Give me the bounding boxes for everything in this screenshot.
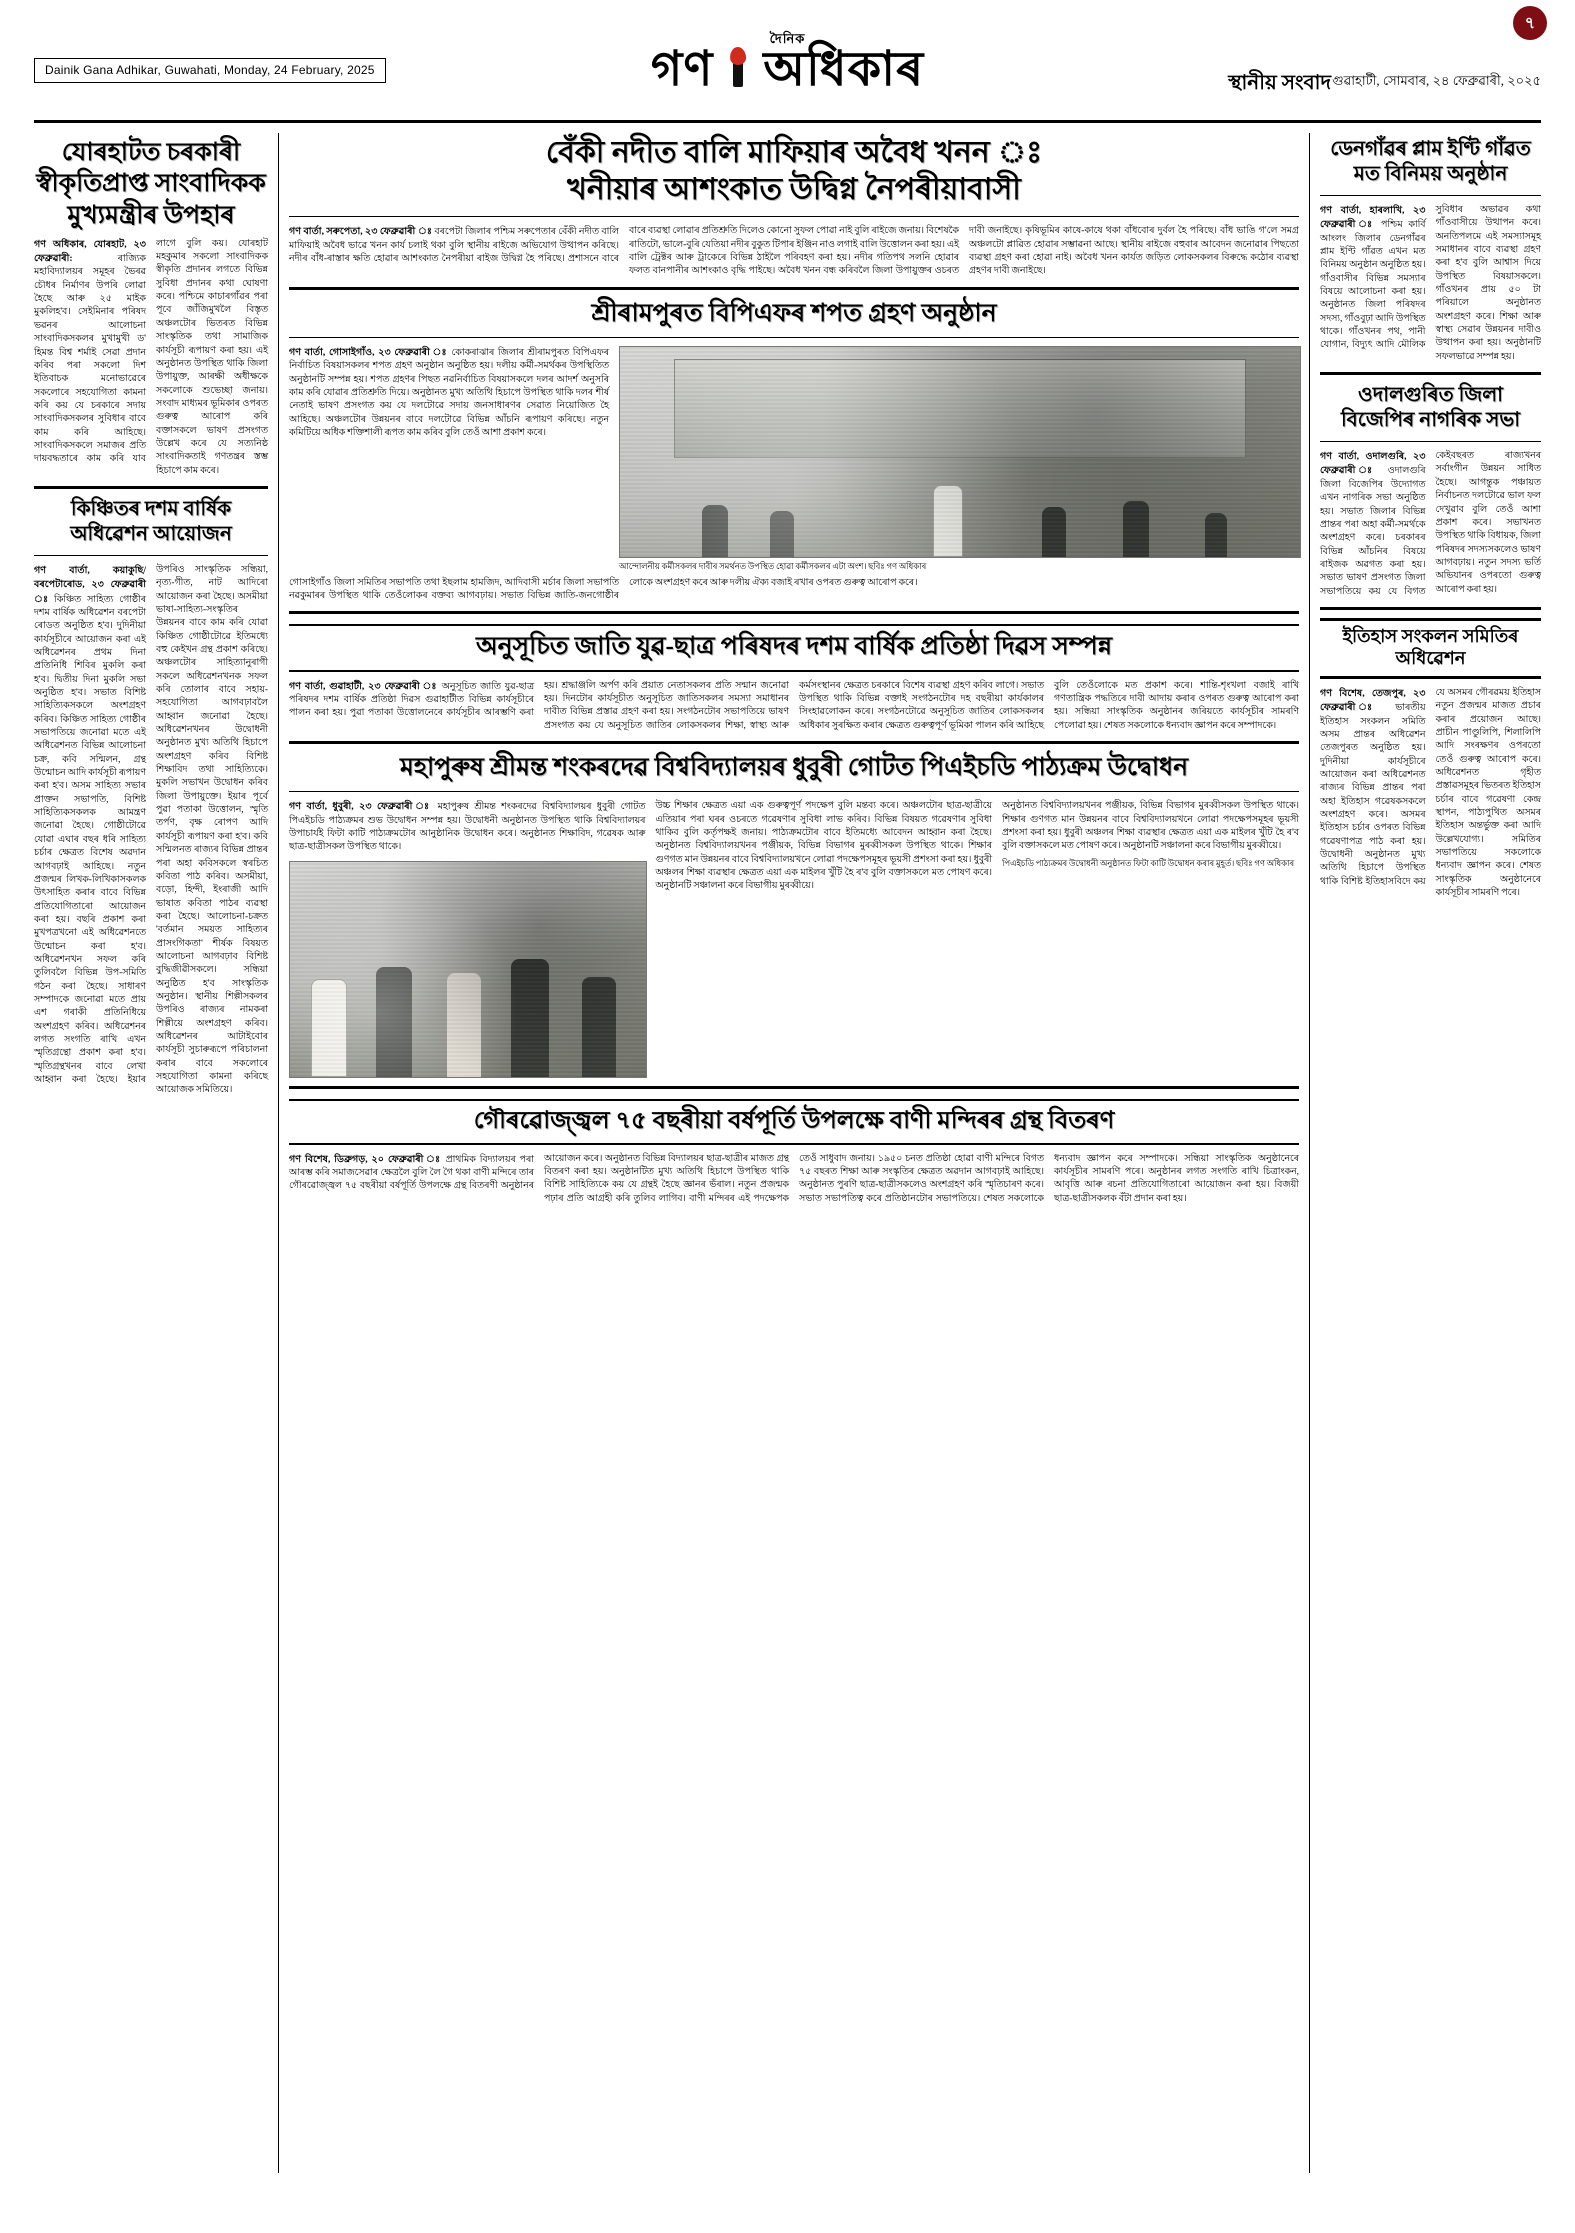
masthead-right-info: গুৱাহাটী, সোমবাৰ, ২৪ ফেব্ৰুৱাৰী, ২০২৫	[1332, 73, 1541, 88]
body-sc-youth-council	[289, 680, 1299, 733]
headline-phd-course: মহাপুৰুষ শ্ৰীমন্ত শংকৰদেৱ বিশ্ববিদ্যালয়ৰ ধুবুৰী গোটত পিএইচডি পাঠ্যক্ৰম উদ্বোধন	[399, 754, 1189, 782]
masthead-left-info: Dainik Gana Adhikar, Guwahati, Monday, 24 February, 2025	[34, 58, 386, 83]
masthead-kicker: দৈনিক	[769, 31, 806, 46]
body-bpf-oath-col1	[289, 346, 609, 573]
body-phd-col2	[655, 800, 992, 1077]
paragraph: সভাত সভাপতিত্ব কৰে প্ৰতিষ্ঠানটোৰ সভাপতিয়ে। শেষত সকলোকে ধন্যবাদ জ্ঞাপন কৰে সম্পাদকে। সন্ধিয়া সাংস্কৃতিক অনুষ্ঠানেৰে কাৰ্যসূচীৰ সামৰণি পৰে।	[799, 1153, 1299, 1204]
body-udalguri-bjp	[1320, 450, 1541, 599]
article-kinchit-session	[34, 497, 268, 1098]
banner-bani-mandir	[289, 1099, 1299, 1145]
headline-bpf-oath: শ্ৰীৰামপুৰত বিপিএফৰ শপত গ্ৰহণ অনুষ্ঠান	[591, 299, 997, 327]
photo-bpf-oath	[619, 346, 1301, 558]
paragraph: অনুষ্ঠানত মুখ্য অতিথি হিচাপে উপস্থিত থাকি দলৰ শীৰ্ষ নেতাই ভাষণ প্ৰসংগত কয় যে দলটোৱে সদায় জনসাধাৰণৰ সেৱাত নিয়োজিত হৈ আহিছে। অঞ্চলটোৰ উন্নয়নৰ বাবে দলটোৱে বিভিন্ন আঁচনি ৰূপায়ণ কৰিছে। নতুন কমিটিয়ে অধিক শক্তিশালী ৰূপত কাম কৰিব বুলি তেওঁ আশা প্ৰকাশ কৰে।	[289, 387, 610, 438]
paragraph: পশ্চিম কাৰ্বি আংলং জিলাৰ ডেনগাঁৱৰ প্লাম ইণ্টি গাঁৱত এখন মত বিনিময় অনুষ্ঠান অনুষ্ঠিত হয়। গাঁওবাসীৰ বিভিন্ন সমস্যাৰ বিষয়ে আলোচনা কৰা হয়। অনুষ্ঠানত জিলা পৰিষদৰ সদস্য, গাঁওবুঢ়া আদি উপস্থিত থাকে।	[1320, 220, 1426, 338]
dateline: গণ বাৰ্তা, ওদালগুৰি, ২৩ ফেব্ৰুৱাৰী ঃ	[1320, 451, 1426, 477]
banner-sc-youth-council	[289, 624, 1299, 671]
headline-dengaon-meeting: ডেনগাঁৱৰ প্লাম ইণ্টি গাঁৱত মত বিনিময় অনুষ্ঠান	[1330, 138, 1531, 185]
body-history-society	[1320, 687, 1541, 901]
paragraph: মহাপুৰুষ শ্ৰীমন্ত শংকৰদেৱ বিশ্ববিদ্যালয়ৰ ধুবুৰী গোটত পিএইচডি পাঠ্যক্ৰমৰ শুভ উদ্বোধন সম্পন্ন হয়। উদ্বোধনী অনুষ্ঠানত উপস্থিত থাকি বিশ্ববিদ্যালয়ৰ উপাচাৰ্যই ফিটা কাটি পাঠ্যক্ৰমটোৰ আনুষ্ঠানিক উদ্বোধন কৰে। অনুষ্ঠানত শিক্ষাবিদ, গৱেষক আৰু ছাত্ৰ-ছাত্ৰীসকল উপস্থিত থাকে।	[289, 802, 646, 853]
article-phd-course	[289, 752, 1299, 1078]
body-phd-col3	[1002, 800, 1299, 1077]
dateline: গণ বিশেষ, তেজপুৰ, ২৩ ফেব্ৰুৱাৰী ঃ	[1320, 687, 1426, 714]
paragraph: সভাত ভাষণ প্ৰসংগত জিলা সভাপতিয়ে কয় যে বিগত কেইবছৰত ৰাজ্যখনৰ সৰ্বাংগীন উন্নয়ন সাধিত হৈছে। আগন্তুক পঞ্চায়ত নিৰ্বাচনত দলটোৱে ভাল ফল দেখুৱাব বুলি তেওঁ আশা প্ৰকাশ কৰে।	[1320, 451, 1541, 597]
paragraph: পশ্চিমে কাচাৰগাঁৱৰ পৰা পূবে জাঁজিমুখলৈ বিস্তৃত অঞ্চলটোৰ ভিতৰত বিভিন্ন সাংস্কৃতিক তথা সামাজিক কাৰ্যসূচী ৰূপায়ণ কৰা হয়। এই অনুষ্ঠানত উপস্থিত থাকি জিলা উপায়ুক্ত, আৰক্ষী অধীক্ষকে সকলোকে শুভেচ্ছা জনায়। সংবাদ মাধ্যমৰ ভূমিকাৰ ওপৰত গুৰুত্ব আৰোপ কৰি বক্তাসকলে ভাষণ প্ৰসংগত উল্লেখ কৰে যে সত্যনিষ্ঠ সাংবাদিকতাই গণতন্ত্ৰৰ স্তম্ভ হিচাপে কাম কৰে।	[156, 292, 268, 476]
masthead-logo-block	[508, 30, 1068, 95]
paragraph: ১৯৫০ চনত প্ৰতিষ্ঠা হোৱা বাণী মন্দিৰে বিগত ৭৫ বছৰত শিক্ষা আৰু সংস্কৃতিৰ ক্ষেত্ৰত অৱদান আগবঢ়াই আহিছে। অনুষ্ঠানত পুৰণি ছাত্ৰ-ছাত্ৰীসকলেও অংশগ্ৰহণ কৰি স্মৃতিচাৰণ কৰে।	[799, 1153, 1045, 1191]
photo-caption-bpf: আন্দোলনীয় কৰ্মীসকলৰ দাবীৰ সমৰ্থনত উপস্থিত হোৱা কৰ্মীসকলৰ এটা অংশ। ছবিঃ গণ অধিকাৰ	[619, 561, 927, 571]
masthead-title-left: গণ	[650, 43, 714, 96]
dateline: গণ বাৰ্তা, ধুবুৰী, ২৩ ফেব্ৰুৱাৰী ঃ	[289, 801, 433, 813]
page-number-badge: ৭	[1513, 6, 1547, 40]
paragraph: গোসাইগাঁও জিলা সমিতিৰ সভাপতি তথা ইছলাম হামজিদ, আদিবাসী মৰ্চাৰ জিলা সভাপতি নৱকুমাৰৰ উপস্থিত থাকি তেওঁলোকৰ বক্তব্য আগবঢ়ায়। সভাত বিভিন্ন জাতি-জনগোষ্ঠীৰ লোকে অংশগ্ৰহণ কৰে আৰু দলীয় ঐক্য বজাই ৰখাৰ ওপৰত গুৰুত্ব আৰোপ কৰে।	[289, 577, 918, 602]
article-dengaon-meeting	[1320, 137, 1541, 364]
headline-udalguri-bjp: ওদালগুৰিত জিলা বিজেপিৰ নাগৰিক সভা	[1340, 384, 1521, 432]
article-bpf-oath	[289, 298, 1299, 604]
headline-bani-mandir: গৌৰৱোজ্জ্বল ৭৫ বছৰীয়া বৰ্ষপূৰ্তি উপলক্ষে বাণী মন্দিৰৰ গ্ৰন্থ বিতৰণ	[473, 1107, 1115, 1134]
article-history-society	[1320, 618, 1541, 901]
headline-history-society: ইতিহাস সংকলন সমিতিৰ অধিৱেশন	[1342, 625, 1519, 669]
paragraph: অনুষ্ঠানটিত মুখ্য অতিথি হিচাপে উপস্থিত থাকি বিশিষ্ট সাহিত্যিকে কয় যে গ্ৰন্থই হৈছে জ্ঞানৰ ভঁৰাল। নতুন প্ৰজন্মক পঢ়াৰ প্ৰতি আগ্ৰহী কৰি তুলিব লাগিব। বাণী মন্দিৰৰ এই পদক্ষেপক তেওঁ সাধুবাদ জনায়।	[544, 1153, 876, 1204]
banner-history-society	[1320, 618, 1541, 679]
headline-beki-sand-mafia: বেঁকী নদীত বালি মাফিয়াৰ অবৈধ খনন ঃ খনীয়াৰ আশংকাত উদ্বিগ্ন নৈপৰীয়াবাসী	[545, 136, 1043, 206]
body-dengaon-meeting	[1320, 204, 1541, 364]
dateline: গণ অধিকাৰ, যোৰহাট, ২৩ ফেব্ৰুৱাৰী:	[34, 238, 146, 265]
body-bani-mandir	[289, 1153, 1299, 1206]
column-middle	[279, 133, 1309, 2173]
paragraph: অনুষ্ঠানত বিশ্ববিদ্যালয়খনৰ পঞ্জীয়ক, বিভিন্ন বিভাগৰ মুৰব্বীসকল উপস্থিত থাকে। শিক্ষাৰ গুণগত মান উন্নয়নৰ বাবে বিশ্ববিদ্যালয়খনে লোৱা পদক্ষেপসমূহৰ ভূয়সী প্ৰশংসা কৰা হয়। ধুবুৰী অঞ্চলৰ শিক্ষা ব্যৱস্থাৰ ক্ষেত্ৰত এয়া এক মাইলৰ খুঁটি হৈ ৰ'ব বুলি বক্তাসকলে মত পোষণ কৰে। অনুষ্ঠানটি সঞ্চালনা কৰে বিভাগীয় মুৰব্বীয়ে।	[655, 841, 992, 892]
paragraph: অধিৱেশনত গৃহীত প্ৰস্তাৱসমূহৰ ভিতৰত ইতিহাস চৰ্চাৰ বাবে গৱেষণা কেন্দ্ৰ স্থাপন, পাঠ্যপুথিত অসমৰ ইতিহাস অন্তৰ্ভুক্ত কৰা আদি উল্লেখযোগ্য। সমিতিৰ সভাপতিয়ে সকলোকে ধন্যবাদ জ্ঞাপন কৰে। শেষত সাংস্কৃতিক অনুষ্ঠানেৰে কাৰ্যসূচীৰ সামৰণি পৰে।	[1435, 767, 1541, 899]
dateline: গণ বাৰ্তা, কয়াকুছি/ বৰপেটাৰোড, ২৩ ফেব্ৰুৱাৰী ঃ	[34, 564, 146, 605]
article-bani-mandir	[289, 1099, 1299, 1206]
body-phd-col1	[289, 800, 645, 854]
paragraph: ভাৰতীয় ইতিহাস সংকলন সমিতি অসম প্ৰান্তৰ অধিৱেশন তেজপুৰত অনুষ্ঠিত হয়। দুদিনীয়া কাৰ্যসূচীৰে আয়োজন কৰা অধিৱেশনত ৰাজ্যৰ বিভিন্ন প্ৰান্তৰ পৰা অহা ইতিহাস গৱেষকসকলে অংশগ্ৰহণ কৰে। অসমৰ ইতিহাস চৰ্চাৰ ওপৰত বিভিন্ন গৱেষণাপত্ৰ পাঠ কৰা হয়।	[1320, 703, 1426, 847]
paragraph: ওদালগুৰি জিলা বিজেপিৰ উদ্যোগত এখন নাগৰিক সভা অনুষ্ঠিত হয়। সভাত জিলাৰ বিভিন্ন প্ৰান্তৰ পৰা অহা কৰ্মী-সমৰ্থকে অংশগ্ৰহণ কৰে। চৰকাৰৰ বিভিন্ন আঁচনিৰ বিষয়ে ৰাইজক অৱগত কৰা হয়।	[1320, 466, 1426, 570]
paragraph: বৰপেটা জিলাৰ পশ্চিম সৰুপেতাৰ বেঁকী নদীত বালি মাফিয়াই অবৈধ ভাৱে খনন কাৰ্য চলাই থকা বুলি স্থানীয় ৰাইজে অভিযোগ উত্থাপন কৰিছে। নদীৰ বাঁধ-ৰাস্তাৰ ক্ষতি হোৱাৰ আশংকাত নৈপৰীয়া ৰাইজ উদ্বিগ্ন হৈ পৰিছে। প্ৰশাসনে বাৰে বাৰে ব্যৱস্থা লোৱাৰ প্ৰতিশ্ৰুতি দিলেও কোনো সুফল পোৱা নাই বুলি ৰাইজে জনায়।	[289, 226, 925, 264]
column-left	[34, 133, 279, 2173]
newspaper-page	[0, 14, 1575, 2233]
paragraph: শান্তি-শৃংখলা বজাই ৰাখি গণতান্ত্ৰিক পদ্ধতিৰে দাবী আদায় কৰাৰ ওপৰত গুৰুত্ব আৰোপ কৰা হয়। সন্ধিয়া সাংস্কৃতিক অনুষ্ঠানৰ জৰিয়তে কাৰ্যসূচীৰ সামৰণি পেলোৱা হয়। শেষত সকলোকে ধন্যবাদ জ্ঞাপন কৰে সম্পাদকে।	[1054, 680, 1299, 731]
headline-kinchit-session: কিঞ্চিতৰ দশম বাৰ্ষিক অধিৱেশন আয়োজন	[70, 497, 232, 545]
masthead-title	[508, 45, 1068, 95]
paragraph: উদ্বোধনী অনুষ্ঠানত মুখ্য অতিথি হিচাপে উপস্থিত থাকি বিশিষ্ট ইতিহাসবিদে কয় যে অসমৰ গৌৰৱময় ইতিহাস নতুন প্ৰজন্মৰ মাজত প্ৰচাৰ কৰাৰ প্ৰয়োজন আছে। প্ৰাচীন পাণ্ডুলিপি, শিলালিপি আদি সংৰক্ষণৰ ওপৰতো তেওঁ গুৰুত্ব আৰোপ কৰে।	[1320, 687, 1541, 887]
headline-jorhat-journalist: যোৰহাটত চৰকাৰী স্বীকৃতিপ্ৰাপ্ত সাংবাদিকক মুখ্যমন্ত্ৰীৰ উপহাৰ	[36, 139, 266, 229]
body-kinchit-session	[34, 564, 268, 1098]
article-udalguri-bjp	[1320, 383, 1541, 599]
paragraph: বিশেষকৈ ৰাতিটো, ভালে-বুৰি যেতিয়া নদীৰ বুকুত টিপাৰ ইঞ্জিন নাও লগাই বালি উত্তোলন কৰা হয়। এই বালি ট্ৰেক্টৰ আৰু ট্ৰাকেৰে বিভিন্ন ঠাইলৈ পৰিবহণ কৰা হয়। নদীৰ গতিপথ সলনি হোৱাৰ ফলত বানপানীৰ আশংকাও বৃদ্ধি পাইছে। অবৈধ খনন বন্ধ কৰিবলৈ জিলা উপায়ুক্তৰ ওচৰত দাবী জনাইছে।	[629, 226, 1023, 277]
photo-phd-inauguration	[289, 861, 647, 1078]
paragraph: কৃষিভূমিৰ কাষে-কাষে থকা বাঁধবোৰ দুৰ্বল হৈ পৰিছে। বাঁধ ভাঙি গ'লে সমগ্ৰ অঞ্চলটো প্লাৱিত হোৱাৰ সম্ভাৱনা আছে। স্থানীয় ৰাইজে বহুবাৰ আবেদন জনোৱাৰ পিছতো ব্যৱস্থা গ্ৰহণ কৰা হোৱা নাই। অবৈধ খনন কাৰ্যত জড়িত লোকসকলৰ বিৰুদ্ধে কঠোৰ ব্যৱস্থা গ্ৰহণৰ দাবী জনাইছে।	[969, 226, 1299, 277]
paragraph: সভাত উপস্থিত থাকি বিভিন্ন বক্তাই সংগঠনটোৰ দহ বছৰীয়া কাৰ্যকালৰ সিংহাৱলোকন কৰে। সংগঠনটোৱে অনুসূচিত জাতিৰ লোকসকলৰ অধিকাৰ সুৰক্ষিত কৰাৰ ক্ষেত্ৰত গুৰুত্বপূৰ্ণ ভূমিকা পালন কৰি আহিছে বুলি তেওঁলোকে মত প্ৰকাশ কৰে।	[799, 680, 1193, 731]
paragraph: প্ৰাথমিক বিদ্যালয়ৰ পৰা আৰম্ভ কৰি সমাজসেৱাৰ ক্ষেত্ৰলৈ বুলি লৈ গৈ থকা বাণী মন্দিৰে তাৰ গৌৰৱোজ্জ্বল ৭৫ বছৰীয়া বৰ্ষপূৰ্তি উপলক্ষে গ্ৰন্থ বিতৰণী অনুষ্ঠানৰ আয়োজন কৰে। অনুষ্ঠানত বিভিন্ন বিদ্যালয়ৰ ছাত্ৰ-ছাত্ৰীৰ মাজত গ্ৰন্থ বিতৰণ কৰা হয়।	[289, 1153, 789, 1192]
masthead-title-right: অধিকাৰ	[763, 43, 925, 96]
paragraph: দিনটোৰ কাৰ্যসূচীত অনুসূচিত জাতিসকলৰ সমস্যা সমাধানৰ দাবীত বিভিন্ন প্ৰস্তাৱ গ্ৰহণ কৰা হয়। সংগঠনটোৰ সভাপতিয়ে ভাষণ প্ৰসংগত কয় যে অনুসূচিত জাতিৰ লোকসকলৰ শিক্ষা, স্বাস্থ্য আৰু কৰ্মসংস্থানৰ ক্ষেত্ৰত চৰকাৰে বিশেষ ব্যৱস্থা গ্ৰহণ কৰিব লাগে।	[544, 680, 1019, 731]
body-beki-sand-mafia	[289, 225, 1299, 278]
paragraph: উচ্চ শিক্ষাৰ ক্ষেত্ৰত এয়া এক গুৰুত্বপূৰ্ণ পদক্ষেপ বুলি মন্তব্য কৰে। অঞ্চলটোৰ ছাত্ৰ-ছাত্ৰীয়ে এতিয়াৰ পৰা ঘৰৰ ওচৰতে গৱেষণাৰ সুবিধা লাভ কৰিব। বিভিন্ন বিষয়ত গৱেষণাৰ সুবিধা থাকিব বুলি কৰ্তৃপক্ষই জনায়। পাঠ্যক্ৰমটোৰ বাবে ইতিমধ্যে আবেদন আহ্বান কৰা হৈছে।	[655, 801, 992, 838]
body-jorhat-journalist	[34, 238, 268, 478]
paragraph: কোকৰাঝাৰ জিলাৰ শ্ৰীৰামপুৰত বিপিএফৰ নিৰ্বাচিত বিষয়াসকলৰ শপত গ্ৰহণ অনুষ্ঠান অনুষ্ঠিত হয়। দলীয় কৰ্মী-সমৰ্থকৰ উপস্থিতিত অনুষ্ঠানটি সম্পন্ন হয়। শপত গ্ৰহণৰ পিছত নৱনিৰ্বাচিত বিষয়াসকলে দলৰ আদৰ্শ অনুসৰি কাম কৰি যোৱাৰ প্ৰতিশ্ৰুতি দিয়ে।	[289, 347, 610, 398]
masthead	[34, 14, 1541, 123]
dateline: গণ বাৰ্তা, সৰুপেতা, ২৩ ফেব্ৰুৱাৰী ঃ	[289, 226, 433, 238]
page-content	[34, 133, 1541, 2173]
paragraph: অনুষ্ঠানৰ লগত সংগতি ৰাখি চিত্ৰাংকন, আবৃত্তি আৰু ৰচনা প্ৰতিযোগিতাৰো আয়োজন কৰা হয়। বিজয়ী ছাত্ৰ-ছাত্ৰীসকলক বঁটা প্ৰদান কৰা হয়।	[1054, 1167, 1300, 1204]
article-jorhat-journalist	[34, 137, 268, 478]
paragraph: ৰাজ্যিক মহাবিদ্যালয়ৰ সমূহৰ ভৈৰৱ চৌধৰ নিৰ্মাণৰ উপৰি লোৱা হৈছে আৰু ২৫ মাইক মুকলিহ'ব। সেইমিনাৰ পৰিষদ ভৱনৰ আলোচনা সাংবাদিকসকলৰ মুখামুখী ড' হিমন্ত বিশ্ব শৰ্মাই সেৱা প্ৰদান কৰিব পৰা সকলো দিশ ইতিবাচক মনোভাৱেৰে সকলোৰে সহযোগিতা কামনা কৰি কয় যে চৰকাৰে সদায় সাংবাদিকসকলৰ সুবিধাৰ বাবে কাম কৰি আহিছে। সাংবাদিকসকলে সমাজৰ প্ৰতি দায়বদ্ধতাৰে কাম কৰি যাব লাগে বুলি কয়। যোৰহাট মহকুমাৰ সকলো সাংবাদিকক স্বীকৃতি প্ৰদানৰ লগতে বিভিন্ন সুবিধা প্ৰদানৰ কথা ঘোষণা কৰে।	[34, 238, 268, 465]
headline-sc-youth-council: অনুসূচিত জাতি যুৱ-ছাত্ৰ পৰিষদৰ দশম বাৰ্ষিক প্ৰতিষ্ঠা দিৱস সম্পন্ন	[475, 633, 1113, 661]
body-bpf-oath-rest	[289, 577, 1299, 604]
paragraph: অনুষ্ঠানত বিশ্ববিদ্যালয়খনৰ পঞ্জীয়ক, বিভিন্ন বিভাগৰ মুৰব্বীসকল উপস্থিত থাকে। শিক্ষাৰ গুণগত মান উন্নয়নৰ বাবে বিশ্ববিদ্যালয়খনে লোৱা পদক্ষেপসমূহৰ ভূয়সী প্ৰশংসা কৰা হয়। ধুবুৰী অঞ্চলৰ শিক্ষা ব্যৱস্থাৰ ক্ষেত্ৰত এয়া এক মাইলৰ খুঁটি হৈ ৰ'ব বুলি বক্তাসকলে মত পোষণ কৰে। অনুষ্ঠানটি সঞ্চালনা কৰে বিভাগীয় মুৰব্বীয়ে।	[1002, 801, 1299, 852]
paragraph: সভাখনত উপস্থিত থাকি বিধায়ক, জিলা পৰিষদৰ সদস্যসকলেও ভাষণ আগবঢ়ায়। নতুন সদস্য ভৰ্তি অভিযানৰ ওপৰতো গুৰুত্ব আৰোপ কৰা হয়।	[1435, 517, 1541, 595]
column-right	[1309, 133, 1541, 2173]
paragraph: গাঁওখনৰ প্ৰায় ৫০ টা পৰিয়ালে অনুষ্ঠানত অংশগ্ৰহণ কৰে। শিক্ষা আৰু স্বাস্থ্য সেৱাৰ উন্নয়নৰ দাবীও উত্থাপন কৰা হয়। অনুষ্ঠানটি সফলভাৱে সম্পন্ন হয়।	[1435, 285, 1541, 362]
dateline: গণ বিশেষ, ডিব্ৰুগড়, ২০ ফেব্ৰুৱাৰী ঃ	[289, 1153, 442, 1165]
paragraph: অনুসূচিত জাতি যুৱ-ছাত্ৰ পৰিষদৰ দশম বাৰ্ষিক প্ৰতিষ্ঠা দিৱস গুৱাহাটীত বিভিন্ন কাৰ্যসূচীৰে পালন কৰা হয়। পুৱা পতাকা উত্তোলনেৰে কাৰ্যসূচীৰ আৰম্ভণি কৰা হয়। শ্ৰদ্ধাঞ্জলি অৰ্পণ কৰি প্ৰয়াত নেতাসকলৰ প্ৰতি সন্মান জনোৱা হয়।	[289, 680, 789, 719]
photo-caption-phd: পিএইচডি পাঠ্যক্ৰমৰ উদ্বোধনী অনুষ্ঠানত ফিটা কাটি উদ্বোধন কৰাৰ মুহূৰ্ত। ছবিঃ গণ অধিকাৰ	[1002, 858, 1295, 868]
article-sc-youth-council	[289, 624, 1299, 733]
paragraph: গাঁওখনৰ পথ, পানী যোগান, বিদ্যুৎ আদি মৌলিক সুবিধাৰ অভাৱৰ কথা গাঁওবাসীয়ে উত্থাপন কৰে। অনতিপলমে এই সমস্যাসমূহ সমাধানৰ বাবে ব্যৱস্থা গ্ৰহণ কৰা হ'ব বুলি আশ্বাস দিয়ে উপস্থিত বিষয়াসকলে।	[1320, 205, 1541, 351]
paragraph: কিঞ্চিত সাহিত্য গোষ্ঠীৰ দশম বাৰ্ষিক অধিৱেশন বৰপেটা ৰোডত অনুষ্ঠিত হ'ব। দুদিনীয়া কাৰ্যসূচীৰে আয়োজন কৰা এই অধিৱেশনৰ প্ৰথম দিনা প্ৰতিনিধি শিবিৰ মুকলি কৰা হ'ব। দ্বিতীয় দিনা মুকলি সভা অনুষ্ঠিত হ'ব। সভাত বিশিষ্ট সাহিত্যিকসকলে অংশগ্ৰহণ কৰিব। কিঞ্চিত সাহিত্য গোষ্ঠীৰ সভাপতিয়ে জনোৱা মতে এই অধিৱেশনত বিভিন্ন আলোচনা চক্ৰ, কবি সন্মিলন, গ্ৰন্থ উন্মোচন আদি কাৰ্যসূচী ৰূপায়ণ কৰা হ'ব। অসম সাহিত্য সভাৰ প্ৰাক্তন সভাপতি, বিশিষ্ট সাহিত্যিকসকলক আমন্ত্ৰণ জনোৱা হৈছে। গোষ্ঠীটোৱে যোৱা এঘাৰ বছৰ ধৰি সাহিত্য চৰ্চাৰ ক্ষেত্ৰত বিশেষ অৱদান আগবঢ়াই আহিছে। নতুন প্ৰজন্মৰ লিখক-লিখিকাসকলক উৎসাহিত কৰাৰ বাবে বিভিন্ন প্ৰতিযোগিতাৰো আয়োজন কৰা হয়। বছৰি প্ৰকাশ কৰা মুখপত্ৰখনো এই অধিৱেশনতে উন্মোচন কৰা হ'ব। অধিৱেশনখন সফল কৰি তুলিবলৈ বিভিন্ন উপ-সমিতি গঠন কৰা হৈছে। সাধাৰণ সম্পাদকে জনোৱা মতে প্ৰায় এশ গৰাকী প্ৰতিনিধিয়ে অংশগ্ৰহণ কৰিব। অধিৱেশনৰ লগত সংগতি ৰাখি এখন স্মৃতিগ্ৰন্থো প্ৰকাশ কৰা হ'ব। স্মৃতিগ্ৰন্থখনৰ বাবে লেখা আহ্বান কৰা হৈছে। ইয়াৰ উপৰিও সাংস্কৃতিক সন্ধিয়া, নৃত্য-গীত, নাট আদিৰো আয়োজন কৰা হৈছে। অসমীয়া ভাষা-সাহিত্য-সংস্কৃতিৰ উন্নয়নৰ বাবে কাম কৰি যোৱা কিঞ্চিত গোষ্ঠীটোৱে ইতিমধ্যে বহু কেইখন গ্ৰন্থ প্ৰকাশ কৰিছে। অঞ্চলটোৰ সাহিত্যানুৰাগী সকলে অধিৱেশনখনক সফল কৰি তোলাৰ বাবে সহায়-সহযোগিতা আগবঢ়াবলৈ আহ্বান জনোৱা হৈছে। অধিৱেশনখনৰ উদ্বোধনী অনুষ্ঠানত মুখ্য অতিথি হিচাপে অংশগ্ৰহণ কৰিব বিশিষ্ট শিক্ষাবিদ তথা সাহিত্যিকে। মুকলি সভাখন উদ্বোধন কৰিব জিলা উপায়ুক্তে। ইয়াৰ পূৰ্বে পুৱা পতাকা উত্তোলন, স্মৃতি তৰ্পণ, বৃক্ষ ৰোপণ আদি কাৰ্যসূচী ৰূপায়ণ কৰা হ'ব। কবি সন্মিলনত ৰাজ্যৰ বিভিন্ন প্ৰান্তৰ পৰা অহা কবিসকলে স্বৰচিত কবিতা পাঠ কৰিব। অসমীয়া, বড়ো, হিন্দী, ইংৰাজী আদি ভাষাত কবিতা পাঠৰ ব্যৱস্থা কৰা হৈছে। আলোচনা-চক্ৰত 'বৰ্তমান সময়ত সাহিত্যৰ প্ৰাসংগিকতা' শীৰ্ষক বিষয়ত আলোচনা আগবঢ়াব বিশিষ্ট বুদ্ধিজীৱীসকলে। সন্ধিয়া অনুষ্ঠিত হ'ব সাংস্কৃতিক অনুষ্ঠান। স্থানীয় শিল্পীসকলৰ উপৰিও ৰাজ্যৰ নামকৰা শিল্পীয়ে অংশগ্ৰহণ কৰিব। অধিৱেশনৰ আটাইবোৰ কাৰ্যসূচী সুচাৰুৰূপে পৰিচালনা কৰাৰ বাবে সকলোৰে সহযোগিতা কামনা কৰিছে আয়োজক সমিতিয়ে।	[34, 564, 268, 1096]
masthead-subtitle: স্থানীয় সংবাদ	[1228, 72, 1331, 94]
article-beki-sand-mafia	[289, 135, 1299, 279]
torch-icon	[719, 49, 757, 91]
dateline: গণ বাৰ্তা, গোসাইগাঁও, ২৩ ফেব্ৰুৱাৰী ঃ	[289, 346, 448, 358]
dateline: গণ বাৰ্তা, হাৰলাখি, ২৩ ফেব্ৰুৱাৰী ঃ	[1320, 205, 1426, 231]
dateline: গণ বাৰ্তা, গুৱাহাটী, ২৩ ফেব্ৰুৱাৰী ঃ	[289, 680, 438, 692]
